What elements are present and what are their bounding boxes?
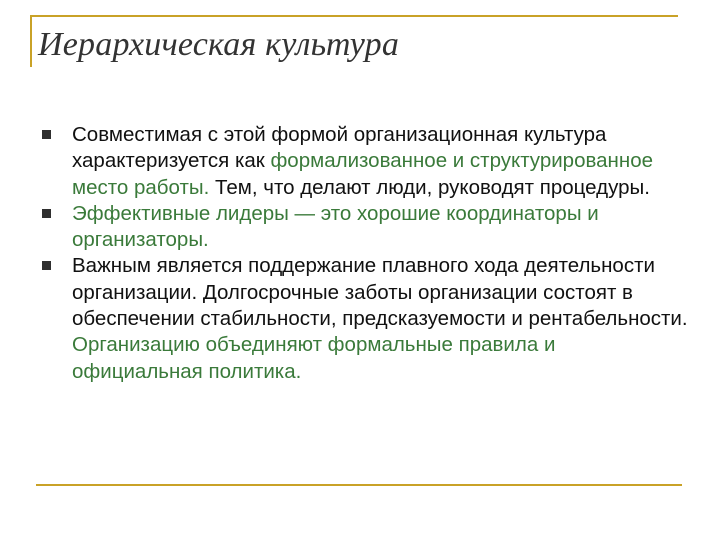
bullet-1-highlight: формализованное и структурированное место работы.	[72, 149, 653, 199]
bullet-1-text-1: Совместимая с этой формой организационная культура характеризуется как	[72, 123, 607, 173]
square-bullet-icon	[42, 130, 51, 139]
square-bullet-icon	[42, 261, 51, 270]
bullet-3-text-1: Важным является поддержание плавного хода деятельности организации. Долгосрочные заботы организации состоят в обеспечении стабильности, предсказуемости и рентабельности.	[72, 254, 688, 331]
bullet-2-highlight: Эффективные лидеры — это хорошие координаторы и организаторы.	[72, 201, 599, 252]
top-decorative-rule	[30, 15, 678, 17]
bullet-item-1	[40, 122, 690, 201]
square-bullet-icon	[42, 209, 51, 218]
bullet-1-text-2: Тем, что делают люди, руководят процедуры.	[209, 175, 650, 199]
bullet-item-3	[40, 253, 690, 384]
bottom-decorative-rule	[36, 484, 682, 486]
bullet-list	[40, 122, 690, 385]
slide-title: Иерархическая культура	[38, 26, 400, 63]
left-decorative-rule	[30, 15, 32, 67]
bullet-item-2	[40, 201, 690, 254]
bullet-3-highlight: Организацию объединяют формальные правила и официальная политика.	[72, 333, 556, 383]
